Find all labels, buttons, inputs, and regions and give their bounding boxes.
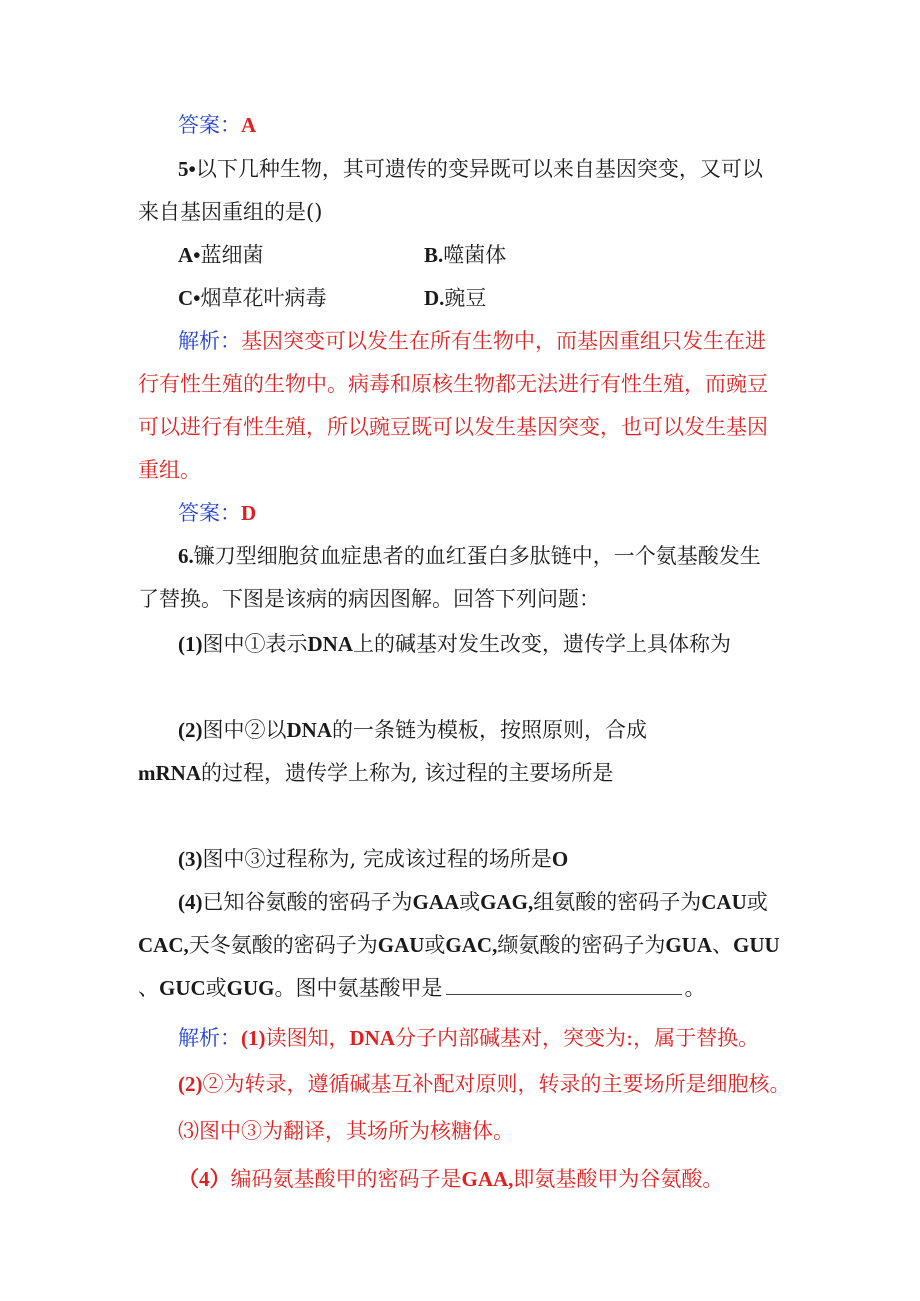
question-number: 6. [178, 544, 194, 568]
part-text: 、 [138, 976, 159, 1000]
part-3 [178, 845, 568, 873]
q6-analysis-3 [178, 1117, 514, 1145]
part-4-line-3 [138, 974, 706, 1002]
codon: GAU [377, 933, 425, 957]
answer-blank[interactable] [446, 976, 682, 995]
q6-analysis-4 [178, 1165, 723, 1193]
part-text: 、 [712, 933, 734, 957]
option-key: D. [424, 286, 445, 310]
option-key: C• [178, 286, 201, 310]
analysis-text: ②为转录，遵循碱基互补配对原则，转录的主要场所是细胞核。 [202, 1072, 791, 1096]
part-number: (2) [178, 718, 203, 742]
question-text: 镰刀型细胞贫血症患者的血红蛋白多肽链中，一个氨基酸发生 [193, 544, 761, 568]
question-text: 了替换。下图是该病的病因图解。回答下列问题： [138, 587, 600, 611]
codon: CAU [701, 890, 747, 914]
answer-label: 答案： [178, 113, 241, 137]
question-5-stem-line-1 [178, 155, 763, 183]
part-number: (3) [178, 847, 203, 871]
option-b [424, 241, 506, 269]
part-number: （4） [178, 1167, 231, 1191]
analysis-text: 读图知， [265, 1026, 350, 1050]
codon: GAC, [445, 933, 498, 957]
codon: GAA [412, 890, 460, 914]
part-text: 缬氨酸的密码子为 [497, 933, 666, 957]
codon: GAG, [480, 890, 534, 914]
option-a [178, 241, 264, 269]
part-number: (1) [241, 1026, 266, 1050]
term: DNA [286, 718, 332, 742]
analysis-text: 分子内部碱基对，突变为:，属于替换。 [395, 1026, 760, 1050]
question-6-stem-line-2 [138, 585, 600, 613]
part-2-line-1 [178, 716, 647, 744]
term: mRNA [138, 761, 201, 785]
codon: GUU [733, 933, 780, 957]
analysis-line-4: 重组。 [138, 458, 201, 482]
part-4-line-1 [178, 888, 768, 916]
answer-value: A [241, 113, 257, 137]
codon: CAC, [138, 933, 189, 957]
part-text: 已知谷氨酸的密码子为 [202, 890, 413, 914]
part-text: 的过程，遗传学上称为, 该过程的主要场所是 [201, 761, 614, 785]
analysis-text: 基因突变可以发生在所有生物中，而基因重组只发生在进 [241, 329, 766, 353]
q6-analysis-1 [178, 1024, 759, 1052]
analysis-label: 解析： [178, 1026, 241, 1050]
part-text: 图中②以 [202, 718, 287, 742]
term: O [551, 847, 569, 871]
answer-value: D [241, 501, 257, 525]
analysis-line-1 [178, 327, 766, 355]
q6-analysis-2 [178, 1070, 791, 1098]
part-2-line-2 [138, 759, 613, 787]
option-d [424, 284, 486, 312]
codon: GUA [665, 933, 713, 957]
part-text: 。图中氨基酸甲是 [274, 976, 443, 1000]
part-4-line-2 [138, 931, 780, 959]
part-text: 图中①表示 [202, 632, 308, 656]
question-5-stem-line-2 [138, 198, 322, 226]
part-text: 的一条链为模板，按照原则，合成 [332, 718, 647, 742]
analysis-text: 编码氨基酸甲的密码子是 [230, 1167, 462, 1191]
option-key: A• [178, 243, 201, 267]
codon: GAA, [461, 1167, 514, 1191]
term: DNA [307, 632, 353, 656]
analysis-label: 解析： [178, 329, 241, 353]
part-text: 或 [459, 890, 481, 914]
option-text: 烟草花叶病毒 [200, 286, 327, 310]
part-text: 组氨酸的密码子为 [533, 890, 702, 914]
analysis-line-2: 行有性生殖的生物中。病毒和原核生物都无法进行有性生殖，而豌豆 [138, 372, 768, 396]
part-number: ⑶ [178, 1119, 199, 1143]
option-text: 豌豆 [444, 286, 487, 310]
analysis-text: 图中③为翻译，其场所为核糖体。 [199, 1119, 514, 1143]
question-text: 来自基因重组的是() [138, 200, 323, 224]
analysis-text: 即氨基酸甲为谷氨酸。 [513, 1167, 724, 1191]
part-number: (2) [178, 1072, 203, 1096]
part-text: 天冬氨酸的密码子为 [188, 933, 378, 957]
part-text: 图中③过程称为, 完成该过程的场所是 [202, 847, 552, 871]
part-text: 或 [205, 976, 227, 1000]
analysis-line-3: 可以进行有性生殖，所以豌豆既可以发生基因突变，也可以发生基因 [138, 415, 768, 439]
part-1 [178, 630, 731, 658]
question-6-stem-line-1 [178, 542, 761, 570]
option-text: 噬菌体 [443, 243, 507, 267]
question-number: 5• [178, 157, 196, 181]
part-text: 或 [424, 933, 446, 957]
part-text: 或 [746, 890, 768, 914]
part-text: 上的碱基对发生改变，遗传学上具体称为 [353, 632, 731, 656]
part-text: 。 [684, 976, 706, 1000]
option-c [178, 284, 327, 312]
question-text: 以下几种生物，其可遗传的变异既可以来自基因突变，又可以 [195, 157, 763, 181]
option-text: 蓝细菌 [200, 243, 264, 267]
part-number: (4) [178, 890, 203, 914]
codon: GUG [226, 976, 275, 1000]
answer-label: 答案： [178, 501, 241, 525]
answer-line-q4 [178, 111, 256, 139]
term: DNA [349, 1026, 395, 1050]
codon: GUC [159, 976, 206, 1000]
part-number: (1) [178, 632, 203, 656]
option-key: B. [424, 243, 444, 267]
answer-line-q5 [178, 499, 256, 527]
